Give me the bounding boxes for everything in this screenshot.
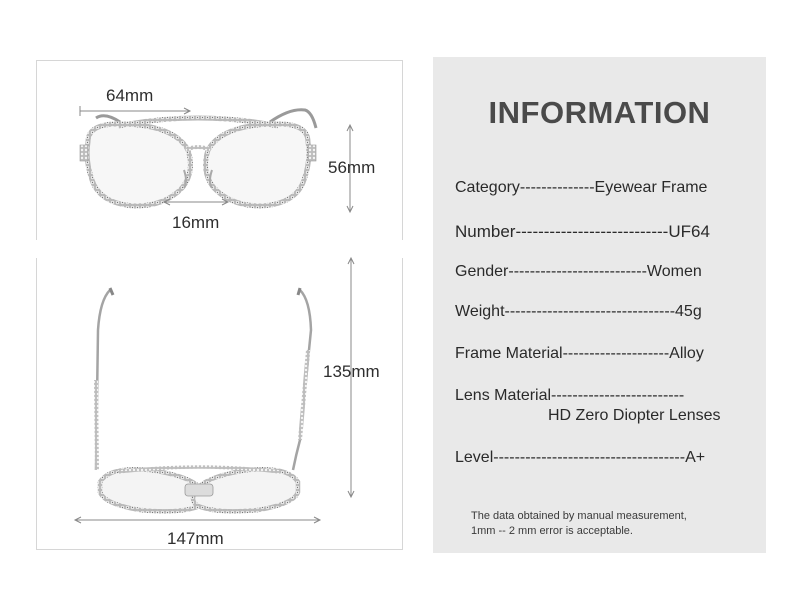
spec-label: Gender — [455, 263, 509, 280]
spec-value: 45g — [675, 303, 702, 320]
spec-row-number — [455, 222, 751, 242]
spec-value: Eyewear Frame — [594, 179, 708, 196]
glasses-open-top-view-icon — [96, 288, 311, 511]
spec-dashes: -------------------------------- — [504, 303, 676, 320]
lens-width-measure-line — [80, 106, 190, 116]
spec-value: Women — [646, 263, 702, 280]
footnote-line-1: The data obtained by manual measurement, — [471, 510, 687, 522]
spec-label: Number — [455, 222, 516, 241]
spec-dashes: -------------- — [519, 179, 595, 196]
spec-dashes: ------------------------- — [551, 387, 685, 404]
temple-length-label: 135mm — [323, 362, 380, 381]
spec-value: Alloy — [669, 345, 704, 362]
spec-dashes: -------------------------- — [508, 263, 647, 280]
spec-row-level — [455, 449, 751, 467]
spec-label: Weight — [455, 303, 505, 320]
spec-dashes: -------------------- — [562, 345, 670, 362]
frame-width-measure-line — [75, 517, 320, 523]
spec-value: UF64 — [668, 222, 710, 241]
spec-dashes: ------------------------------------ — [493, 449, 686, 466]
lens-height-label: 56mm — [328, 158, 376, 177]
spec-label: Category — [455, 179, 520, 196]
spec-row-category — [455, 179, 751, 197]
bridge-width-measure-line — [164, 199, 228, 205]
spec-row-gender — [455, 263, 751, 281]
glasses-front-view-icon — [80, 110, 316, 206]
spec-row-frame-material — [455, 345, 751, 363]
frame-width-label: 147mm — [167, 529, 224, 548]
spec-row-weight — [455, 303, 751, 321]
spec-dashes: --------------------------- — [515, 222, 669, 241]
measurement-footnote — [471, 509, 761, 539]
spec-label: Level — [455, 449, 494, 466]
spec-label: Frame Material — [455, 345, 563, 362]
information-title: INFORMATION — [488, 95, 711, 130]
information-panel — [433, 57, 766, 553]
spec-row-lens-material — [455, 387, 751, 405]
footnote-line-2: 1mm -- 2 mm error is acceptable. — [471, 525, 633, 537]
lens-width-label: 64mm — [106, 86, 154, 105]
spec-value: A+ — [685, 449, 706, 466]
bridge-width-label: 16mm — [172, 213, 220, 232]
lens-material-value: HD Zero Diopter Lenses — [548, 407, 721, 424]
spec-label: Lens Material — [455, 387, 552, 404]
